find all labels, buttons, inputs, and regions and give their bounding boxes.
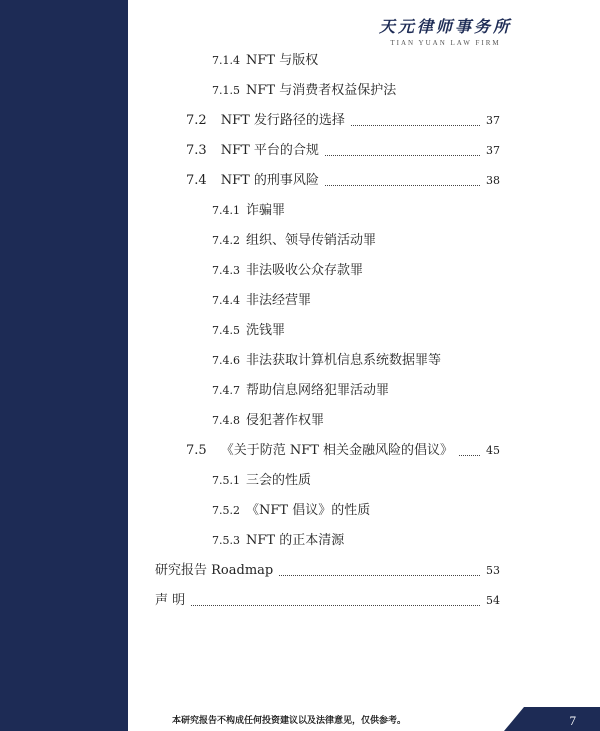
toc-entry[interactable]: [212, 318, 285, 340]
toc-num: 7.1.5: [212, 84, 240, 97]
toc-num: 7.4.4: [212, 294, 240, 307]
toc-num: 7.4.3: [212, 264, 240, 277]
toc-entry[interactable]: [186, 138, 500, 160]
toc-num: 7.4.6: [212, 354, 240, 367]
toc-title: 帮助信息网络犯罪活动罪: [246, 383, 390, 398]
toc-title: 三会的性质: [246, 473, 312, 488]
toc-page: 37: [486, 144, 500, 157]
toc-entry[interactable]: [212, 408, 324, 430]
toc-num: 7.4.8: [212, 414, 240, 427]
firm-logo: [379, 14, 512, 47]
toc-entry[interactable]: [212, 288, 311, 310]
toc-entry[interactable]: [212, 498, 370, 520]
toc-title: 非法吸收公众存款罪: [246, 263, 364, 278]
toc-leader: [325, 184, 480, 186]
toc-entry[interactable]: [212, 198, 285, 220]
toc-entry[interactable]: [212, 258, 363, 280]
footer-band: [504, 707, 600, 731]
toc-num: 7.4.5: [212, 324, 240, 337]
toc-num: 7.5: [186, 443, 207, 458]
toc-num: 7.5.1: [212, 474, 240, 487]
toc-entry[interactable]: [212, 228, 376, 250]
toc-page: 53: [486, 564, 500, 577]
toc-title: 《NFT 倡议》的性质: [246, 503, 371, 518]
toc-entry[interactable]: [186, 108, 500, 130]
toc-num: 7.4.2: [212, 234, 240, 247]
toc-num: 7.1.4: [212, 54, 240, 67]
logo-en: TIAN YUAN LAW FIRM: [390, 39, 501, 47]
toc-title: 诈骗罪: [246, 203, 286, 218]
toc-title: 非法获取计算机信息系统数据罪等: [246, 353, 442, 368]
toc-entry[interactable]: [155, 588, 500, 610]
toc-title: 非法经营罪: [246, 293, 312, 308]
toc-title: 研究报告 Roadmap: [155, 563, 274, 578]
toc-entry[interactable]: [212, 48, 318, 70]
toc-page: 54: [486, 594, 500, 607]
toc-num: 7.5.3: [212, 534, 240, 547]
toc-page: 38: [486, 174, 500, 187]
toc-leader: [191, 604, 480, 606]
toc-num: 7.2: [186, 113, 207, 128]
toc-entry[interactable]: [186, 438, 500, 460]
toc-entry[interactable]: [212, 78, 396, 100]
side-band: [0, 0, 128, 731]
footer-disclaimer: 本研究报告不构成任何投资建议以及法律意见，仅供参考。: [172, 716, 407, 726]
toc-leader: [279, 574, 480, 576]
page-number: 7: [569, 713, 576, 728]
toc-entry[interactable]: [212, 468, 311, 490]
toc-title: 组织、领导传销活动罪: [246, 233, 377, 248]
toc-num: 7.4.7: [212, 384, 240, 397]
toc-entry[interactable]: [212, 348, 441, 370]
toc-title: NFT 平台的合规: [220, 143, 319, 158]
toc-num: 7.5.2: [212, 504, 240, 517]
toc-title: NFT 与消费者权益保护法: [246, 83, 397, 98]
toc-title: 洗钱罪: [246, 323, 286, 338]
toc-num: 7.4: [186, 173, 207, 188]
toc-title: NFT 的正本清源: [246, 533, 345, 548]
toc-title: NFT 发行路径的选择: [220, 113, 345, 128]
toc-entry[interactable]: [212, 378, 389, 400]
toc-leader: [325, 154, 480, 156]
toc-title: NFT 的刑事风险: [220, 173, 319, 188]
toc-title: 《关于防范 NFT 相关金融风险的倡议》: [220, 443, 454, 458]
toc-title: NFT 与版权: [246, 53, 319, 68]
toc-entry[interactable]: [186, 168, 500, 190]
toc-title: 侵犯著作权罪: [246, 413, 325, 428]
toc-leader: [351, 124, 480, 126]
toc-page: 37: [486, 114, 500, 127]
toc-title: 声 明: [155, 593, 186, 608]
toc-page: 45: [486, 444, 500, 457]
toc-num: 7.3: [186, 143, 207, 158]
toc-leader: [459, 454, 480, 456]
toc-entry[interactable]: [155, 558, 500, 580]
logo-cn: 天元律师事务所: [378, 17, 512, 36]
toc-entry[interactable]: [212, 528, 344, 550]
toc-num: 7.4.1: [212, 204, 240, 217]
